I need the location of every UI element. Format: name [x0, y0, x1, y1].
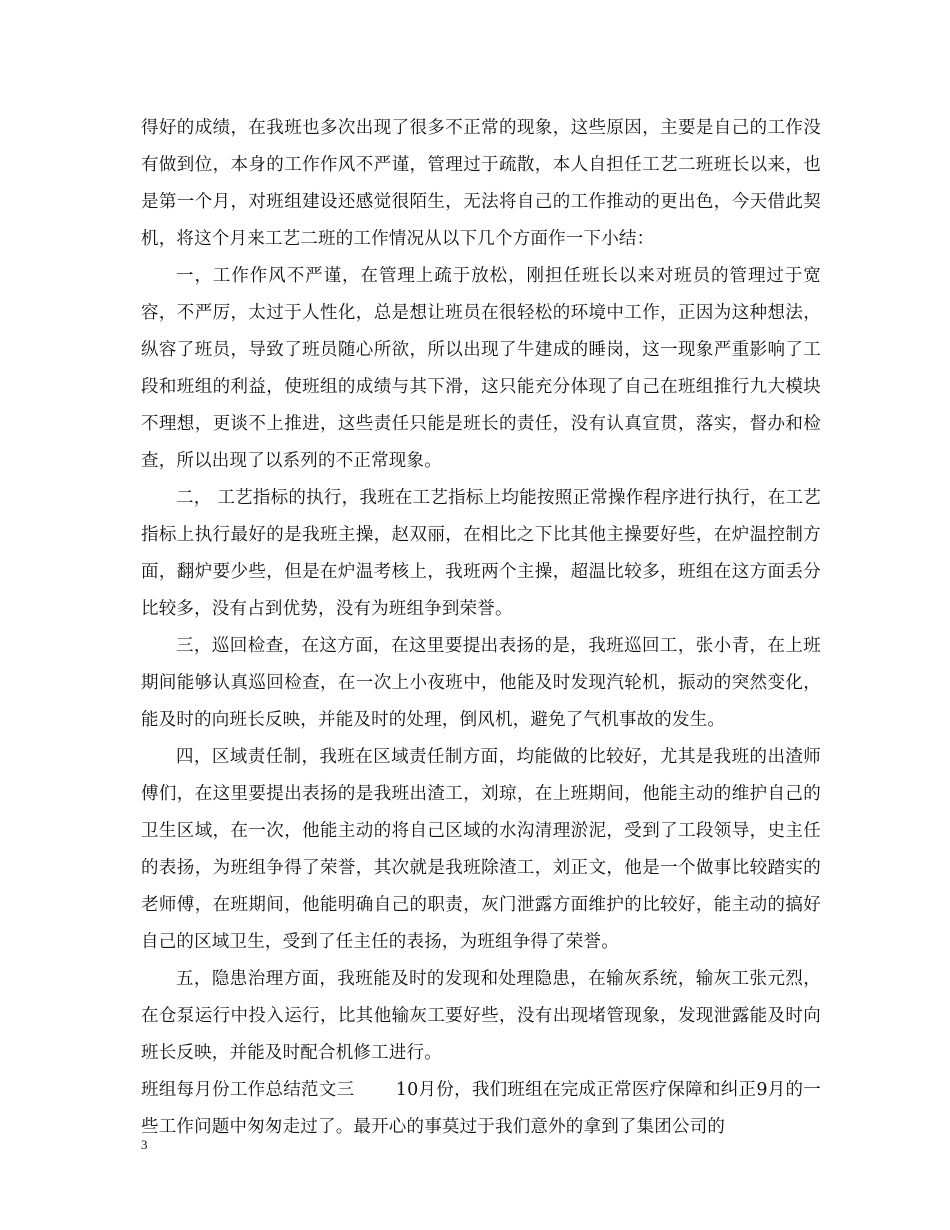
paragraph-intro: 得好的成绩，在我班也多次出现了很多不正常的现象，这些原因，主要是自己的工作没有做到位，本身的工作作风不严谨，管理过于疏散，本人自担任工艺二班班长以来，也是第一个月，对班组建设还感觉很陌生，无法将自己的工作推动的更出色，今天借此契机，将这个月来工艺二班的工作情况从以下几个方面作一下小结： [141, 118, 821, 249]
document-body [141, 110, 821, 1146]
paragraph-section-4: 四，区域责任制，我班在区域责任制方面，均能做的比较好，尤其是我班的出渣师傅们，在这里要提出表扬的是我班出渣工，刘琼，在上班期间，他能主动的维护自己的卫生区域，在一次，他能主动的将自己区域的水沟清理淤泥，受到了工段领导，史主任的表扬，为班组争得了荣誉，其次就是我班除渣工，刘正文，他是一个做事比较踏实的老师傅，在班期间，他能明确自己的职责，灰门泄露方面维护的比较好，能主动的搞好自己的区域卫生，受到了任主任的表扬，为班组争得了荣誉。 [141, 747, 821, 952]
paragraph-section-5: 五，隐患治理方面，我班能及时的发现和处理隐患，在输灰系统，输灰工张元烈，在仓泵运行中投入运行，比其他输灰工要好些，没有出现堵管现象，发现泄露能及时向班长反映，并能及时配合机修工进行。 [141, 969, 821, 1063]
paragraph-section-1: 一，工作作风不严谨，在管理上疏于放松，刚担任班长以来对班员的管理过于宽容，不严厉，太过于人性化，总是想让班员在很轻松的环境中工作，正因为这种想法，纵容了班员，导致了班员随心所欲，所以出现了牛建成的睡岗，这一现象严重影响了工段和班组的利益，使班组的成绩与其下滑，这只能充分体现了自己在班组推行九大模块不理想，更谈不上推进，这些责任只能是班长的责任，没有认真宣贯，落实，督办和检查，所以出现了以系列的不正常现象。 [141, 266, 821, 471]
page-number: 3 [141, 1137, 148, 1152]
paragraph-section-3: 三，巡回检查，在这方面，在这里要提出表扬的是，我班巡回工，张小青，在上班期间能够认真巡回检查，在一次上小夜班中，他能及时发现汽轮机，振动的突然变化，能及时的向班长反映，并能及时的处理，倒风机，避免了气机事故的发生。 [141, 636, 821, 730]
paragraph-article-three-start: 班组每月份工作总结范文三 10月份，我们班组在完成正常医疗保障和纠正9月的一些工作问题中匆匆走过了。最开心的事莫过于我们意外的拿到了集团公司的 [141, 1080, 821, 1137]
paragraph-section-2: 二， 工艺指标的执行，我班在工艺指标上均能按照正常操作程序进行执行，在工艺指标上执行最好的是我班主操，赵双丽，在相比之下比其他主操要好些，在炉温控制方面，翻炉要少些，但是在炉温考核上，我班两个主操，超温比较多，班组在这方面丢分比较多，没有占到优势，没有为班组争到荣誉。 [141, 488, 821, 619]
